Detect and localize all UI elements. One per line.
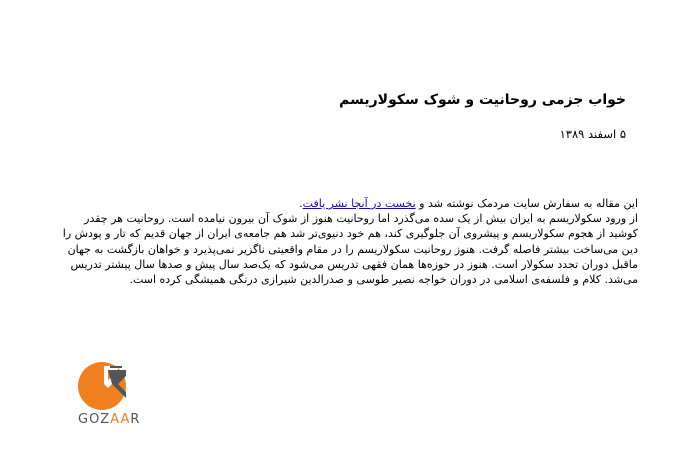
body-paragraph: از ورود سکولاریسم به ایران بیش از یک سده می‌گذرد اما روحانیت هنوز از شوک آن بیرون نیامده است. روحانیت هر چقدر کوشید از هجوم سکولاریسم و پیشروی آن جلوگیری کند، هم خود دنیوی‌تر شد هم جامعه‌ی ایران از جهان قدیم که تار و پودش را دین می‌ساخت بیشتر فاصله گرفت. هنوز روحانیت سکولاریسم را در مقام واقعیتی ناگزیر نمی‌پذیرد و خواهان بازگشت به جهان ماقبل دوران تجدد سکولار است. هنوز در حوزه‌ها همان فقهی تدریس می‌شود که یک‌صد سال پیش و صدها سال پیشتر تدریس می‌شد. کلام و فلسفه‌ی اسلامی در دوران خواجه نصیر طوسی و صدرالدین شیرازی درنگی همیشگی کرده است. (62, 212, 638, 287)
article-title: خواب جزمی روحانیت و شوک سکولاریسم (339, 92, 626, 108)
gozaar-logo-mark-icon (78, 360, 130, 412)
intro-end: . (299, 197, 303, 210)
intro-paragraph (58, 196, 638, 211)
logo-text-accent: AA (110, 412, 131, 427)
intro-text: این مقاله به سفارش سایت مردمک نوشته شد و (415, 197, 638, 210)
gozaar-logo-text (78, 412, 140, 427)
article-body (58, 196, 638, 287)
source-link[interactable]: نخست در آنجا نشر یافت (302, 197, 416, 210)
article-date: ۵ اسفند ۱۳۸۹ (559, 127, 626, 141)
gozaar-logo[interactable] (78, 360, 188, 450)
logo-text-main: GOZ (78, 412, 111, 427)
logo-text-end: R (130, 412, 141, 427)
